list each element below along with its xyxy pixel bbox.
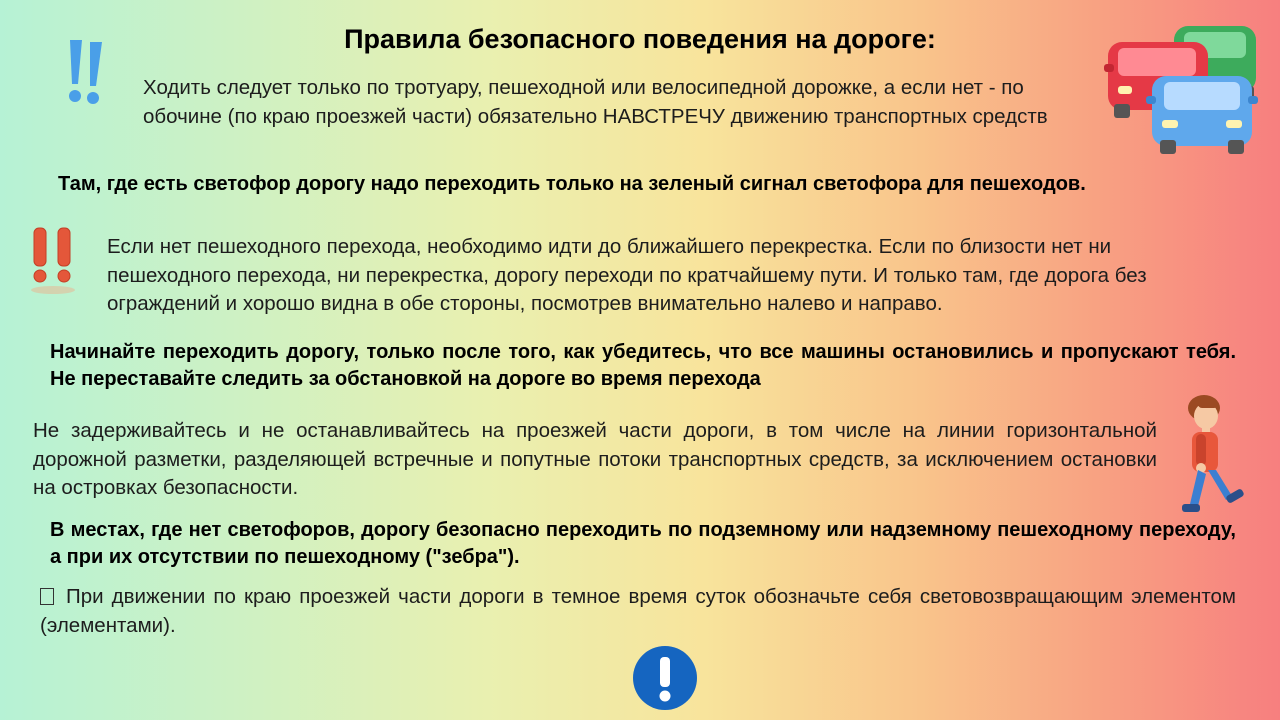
- double-exclamation-icon: [28, 224, 78, 296]
- cars-icon: [1104, 16, 1262, 156]
- pedestrian-icon: [1176, 392, 1248, 524]
- rule-no-crossing: Если нет пешеходного перехода, необходимо идти до ближайшего перекрестка. Если по близости нет ни пешеходного перехода, ни перекрестка, дорогу переходи по кратчайшему пути. И только там, где дорога без ограждений и хорошо видна в обе стороны, посмотрев внимательно налево и направо.: [107, 235, 1147, 315]
- rule-reflective: [40, 583, 1236, 640]
- rule-do-not-stop: Не задерживайтесь и не останавливайтесь на проезжей части дороги, в том числе на линии горизонтальной дорожной разметки, разделяющей встречные и попутные потоки транспортных средств, за исключением остановки на островках безопасности.: [33, 419, 1157, 499]
- rule-walk-sidewalk: Ходить следует только по тротуару, пешеходной или велосипедной дорожке, а если нет - по обочине (по краю проезжей части) обязательно НАВСТРЕЧУ движению транспортных средств: [143, 76, 1048, 128]
- rule-traffic-light: Там, где есть светофор дорогу надо переходить только на зеленый сигнал светофора для пешеходов.: [58, 173, 1086, 195]
- rule-reflective-text: При движении по краю проезжей части дороги в темное время суток обозначьте себя световозвращающим элементом (элементами).: [40, 585, 1236, 637]
- bullet-icon: [40, 588, 54, 605]
- double-exclamation-icon: [62, 38, 108, 106]
- rule-start-crossing: Начинайте переходить дорогу, только после того, как убедитесь, что все машины остановились и пропускают тебя. Не переставайте следить за обстановкой на дороге во время перехода: [50, 341, 1236, 390]
- rule-underground-crossing: В местах, где нет светофоров, дорогу безопасно переходить по подземному или надземному пешеходному переходу, а при их отсутствии по пешеходному ("зебра").: [50, 519, 1236, 568]
- exclamation-circle-icon: [632, 645, 698, 711]
- page-title: Правила безопасного поведения на дороге:: [344, 24, 936, 54]
